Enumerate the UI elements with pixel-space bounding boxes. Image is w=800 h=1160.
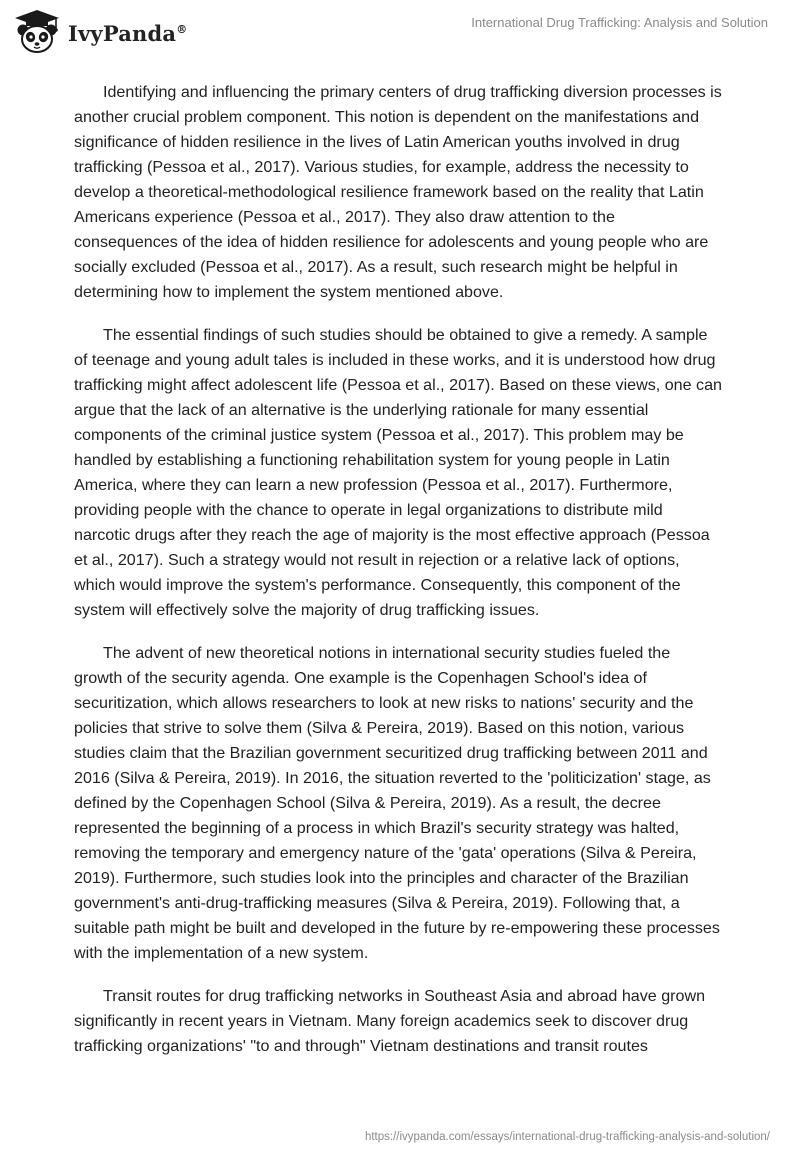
registered-mark: ® [176,22,188,36]
paragraph-4: Transit routes for drug trafficking networks in Southeast Asia and abroad have grown significantly in recent years in Vietnam. Many foreign academics seek to discover drug trafficking organizations' "to and through" Vietnam destinations and transit routes [74,987,706,1055]
logo-text: IvyPanda [68,20,177,46]
page-header [0,0,800,60]
essay-body [74,80,722,1077]
paragraph-1: Identifying and influencing the primary centers of drug trafficking diversion processes is another crucial problem component. This notion is dependent on the manifestations and significance of hidden resilience in the lives of Latin American youths involved in drug trafficking (Pessoa et al., 2017). Various studies, for example, address the necessity to develop a theoretical-methodological resilience framework based on the reality that Latin Americans experience (Pessoa et al., 2017). They also draw attention to the consequences of the idea of hidden resilience for adolescents and young people who are socially excluded (Pessoa et al., 2017). As a result, such research might be helpful in determining how to implement the system mentioned above. [74,83,722,301]
footer-url[interactable]: https://ivypanda.com/essays/international-drug-trafficking-analysis-and-solution/ [364,1131,770,1143]
paragraph-3: The advent of new theoretical notions in international security studies fueled the growth of the security agenda. One example is the Copenhagen School's idea of securitization, which allows researchers to look at new risks to nations' security and the policies that strive to solve them (Silva & Pereira, 2019). Based on this notion, various studies claim that the Brazilian government securitized drug trafficking between 2011 and 2016 (Silva & Pereira, 2019). In 2016, the situation reverted to the 'politicization' stage, as defined by the Copenhagen School (Silva & Pereira, 2019). As a result, the decree represented the beginning of a process in which Brazil's security strategy was halted, removing the temporary and emergency nature of the 'gata' operations (Silva & Pereira, 2019). Furthermore, such studies look into the principles and character of the Brazilian government's anti-drug-trafficking measures (Silva & Pereira, 2019). Following that, a suitable path might be built and developed in the future by re-empowering these processes with the implementation of a new system. [74,644,720,962]
panda-graduation-icon [12,8,62,54]
paragraph-2: The essential findings of such studies should be obtained to give a remedy. A sample of teenage and young adult tales is included in these works, and it is understood how drug trafficking might affect adolescent life (Pessoa et al., 2017). Based on these views, one can argue that the lack of an alternative is the underlying rationale for many essential components of the criminal justice system (Pessoa et al., 2017). This problem may be handled by establishing a functioning rehabilitation system for young people in Latin America, where they can learn a new profession (Pessoa et al., 2017). Furthermore, providing people with the chance to operate in legal organizations to distribute mild narcotic drugs after they reach the age of majority is the most effective approach (Pessoa et al., 2017). Such a strategy would not result in rejection or a relative lack of options, which would improve the system's performance. Consequently, this component of the system will effectively solve the majority of drug trafficking issues. [74,326,723,619]
document-title: International Drug Trafficking: Analysis and Solution [471,15,768,30]
logo-wordmark [68,21,187,46]
ivypanda-logo[interactable] [12,8,187,54]
